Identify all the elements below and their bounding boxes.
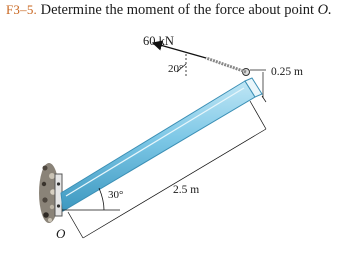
base-angle-arc bbox=[99, 188, 104, 210]
problem-text: Determine the moment of the force about point bbox=[40, 2, 315, 18]
offset-extension-line bbox=[262, 96, 266, 102]
length-label: 2.5 m bbox=[173, 184, 200, 196]
offset-label: 0.25 m bbox=[271, 66, 303, 78]
force-cable bbox=[206, 58, 246, 72]
base-angle-label: 30° bbox=[108, 189, 124, 201]
length-extension-line bbox=[68, 212, 83, 238]
point-o-label: O bbox=[56, 226, 66, 241]
bolt-icon bbox=[57, 204, 60, 207]
force-angle-label: 20° bbox=[168, 63, 184, 75]
length-extension-line bbox=[250, 101, 266, 129]
bolt-icon bbox=[57, 182, 60, 185]
problem-number: F3–5. bbox=[6, 2, 37, 17]
problem-point: O. bbox=[317, 2, 332, 18]
force-magnitude-label: 60 kN bbox=[143, 34, 174, 48]
